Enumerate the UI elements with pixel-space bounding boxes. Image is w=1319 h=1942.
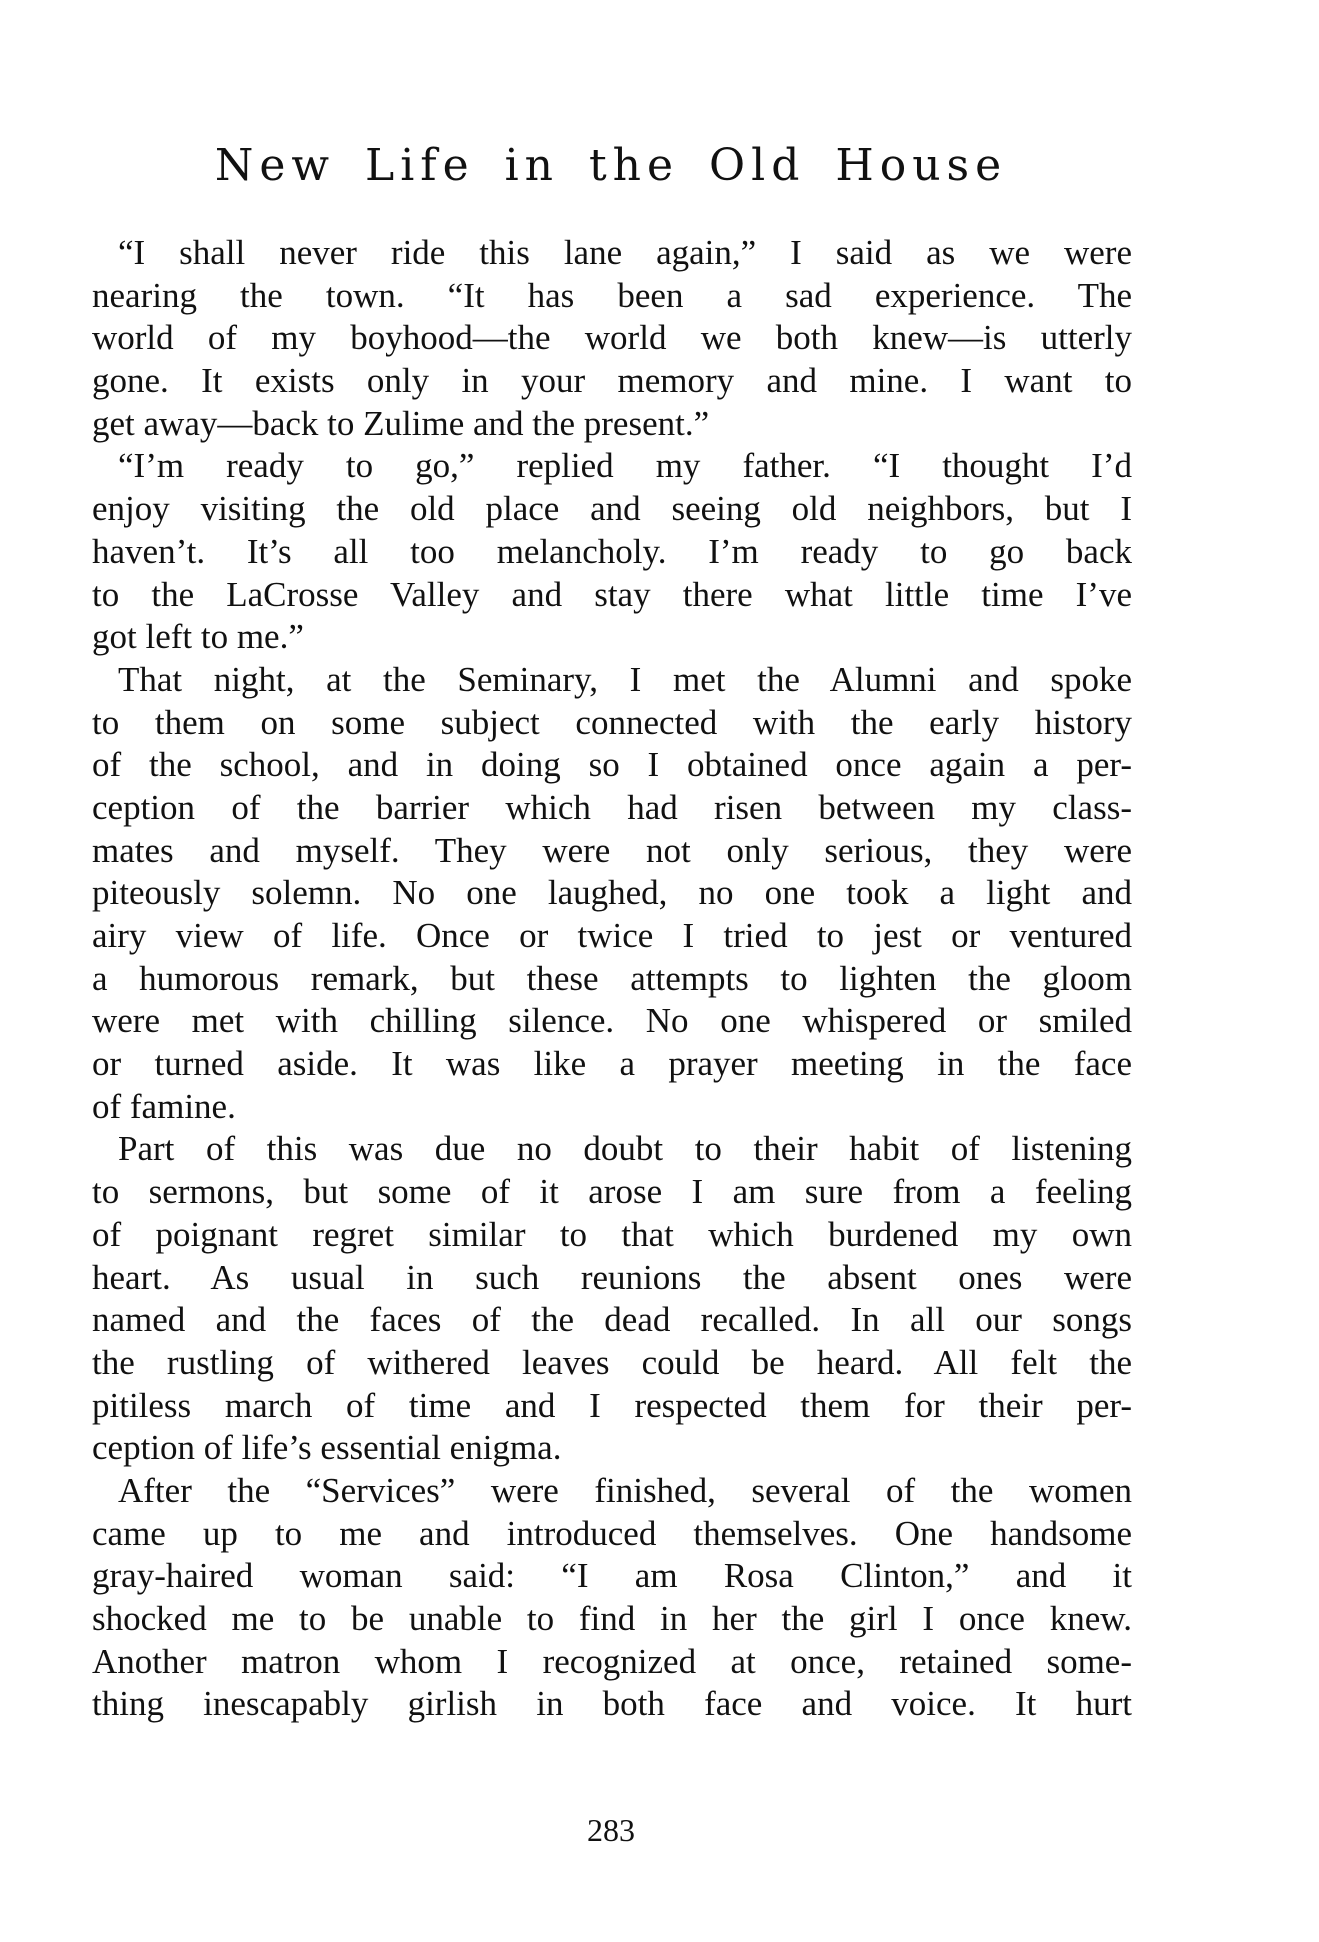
paragraph xyxy=(92,232,1132,445)
text-line: of poignant regret similar to that which burdened my own xyxy=(92,1214,1132,1254)
text-line: That night, at the Seminary, I met the Alumni and spoke xyxy=(118,659,1132,699)
text-line: a humorous remark, but these attempts to lighten the gloom xyxy=(92,958,1132,998)
text-line: enjoy visiting the old place and seeing old neighbors, but I xyxy=(92,489,1132,529)
text-line: of famine. xyxy=(92,1086,236,1126)
text-line: to the LaCrosse Valley and stay there what little time I’ve xyxy=(92,574,1132,614)
text-line: got left to me.” xyxy=(92,617,304,657)
text-line: named and the faces of the dead recalled. In all our songs xyxy=(92,1300,1132,1340)
text-line: shocked me to be unable to find in her the girl I once knew. xyxy=(92,1599,1132,1638)
text-line: were met with chilling silence. No one whispered or smiled xyxy=(92,1001,1132,1041)
paragraph xyxy=(92,1128,1132,1470)
text-line: thing inescapably girlish in both face and voice. It hurt xyxy=(92,1684,1132,1724)
text-line: ception of the barrier which had risen between my class- xyxy=(92,787,1132,827)
text-line: airy view of life. Once or twice I tried to jest or ventured xyxy=(92,916,1132,955)
text-line: get away—back to Zulime and the present.” xyxy=(92,403,710,443)
text-line: world of my boyhood—the world we both knew—is utterly xyxy=(92,318,1132,358)
text-line: haven’t. It’s all too melancholy. I’m ready to go back xyxy=(92,531,1132,571)
text-line: pitiless march of time and I respected them for their per- xyxy=(92,1385,1132,1425)
text-line: of the school, and in doing so I obtained once again a per- xyxy=(92,745,1132,785)
text-line: came up to me and introduced themselves. One handsome xyxy=(92,1513,1132,1553)
text-line: gray-haired woman said: “I am Rosa Clinton,” and it xyxy=(92,1556,1132,1596)
paragraph xyxy=(92,445,1132,658)
text-line: Part of this was due no doubt to their habit of listening xyxy=(118,1129,1132,1169)
text-line: ception of life’s essential enigma. xyxy=(92,1428,562,1468)
text-line: Another matron whom I recognized at once, retained some- xyxy=(92,1641,1132,1681)
page-number: 283 xyxy=(587,1812,635,1848)
text-line: heart. As usual in such reunions the absent ones were xyxy=(92,1257,1132,1297)
text-line: piteously solemn. No one laughed, no one took a light and xyxy=(92,873,1132,913)
text-line: the rustling of withered leaves could be heard. All felt the xyxy=(92,1342,1132,1382)
text-line: to them on some subject connected with the early history xyxy=(92,702,1132,742)
text-line: or turned aside. It was like a prayer meeting in the face xyxy=(92,1044,1132,1084)
text-line: “I’m ready to go,” replied my father. “I thought I’d xyxy=(118,446,1132,486)
page-body-text xyxy=(92,232,1132,1726)
text-line: nearing the town. “It has been a sad experience. The xyxy=(92,275,1132,315)
text-line: “I shall never ride this lane again,” I said as we were xyxy=(118,233,1132,272)
text-line: gone. It exists only in your memory and mine. I want to xyxy=(92,361,1132,401)
text-line: After the “Services” were finished, several of the women xyxy=(118,1470,1132,1510)
text-line: to sermons, but some of it arose I am sure from a feeling xyxy=(92,1172,1132,1212)
text-line: mates and myself. They were not only serious, they were xyxy=(92,830,1132,870)
paragraph xyxy=(92,659,1132,1129)
running-header-title: New Life in the Old House xyxy=(214,140,1008,191)
paragraph xyxy=(92,1470,1132,1726)
